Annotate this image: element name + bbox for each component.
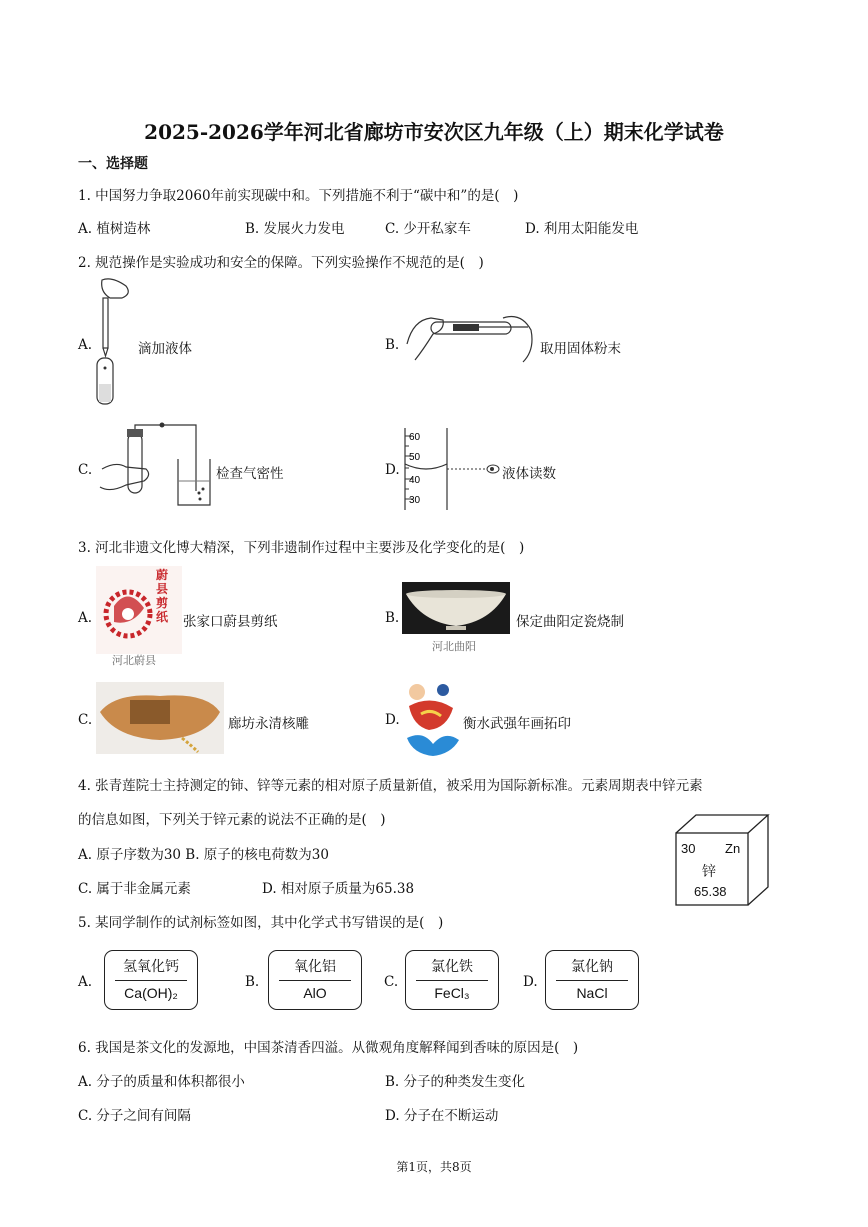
q5-option-b-letter[interactable]: B. [245, 974, 260, 990]
q5-option-d-letter[interactable]: D. [523, 974, 538, 990]
question-4-stem-line1: 4. 张青莲院士主持测定的铈、锌等元素的相对原子质量新值，被采用为国际新标准。元素周期表中锌元素 [78, 778, 703, 794]
walnut-carving-image [96, 682, 224, 754]
test-tube-powder-illustration [403, 300, 538, 370]
question-5-stem: 5. 某同学制作的试剂标签如图，其中化学式书写错误的是( ) [78, 915, 444, 931]
question-2-stem: 2. 规范操作是实验成功和安全的保障。下列实验操作不规范的是( ) [78, 255, 484, 271]
q4-option-c[interactable]: C. 属于非金属元素 [78, 881, 191, 897]
new-year-print-image [403, 678, 461, 758]
page-footer: 第1页，共8页 [396, 1160, 472, 1174]
q3-option-d-text: 衡水武强年画拓印 [463, 716, 571, 732]
graduated-cylinder-illustration [403, 424, 503, 510]
label-a [104, 950, 198, 1010]
question-1-stem: 1. 中国努力争取2060年前实现碳中和。下列措施不利于“碳中和”的是( ) [78, 188, 519, 204]
paper-cut-image [96, 566, 182, 654]
q2-option-b-text: 取用固体粉末 [540, 341, 621, 357]
cylinder-tick-50: 50 [409, 452, 421, 463]
q2-option-a-text: 滴加液体 [138, 341, 192, 357]
label-c-name: 氯化铁 [431, 959, 473, 975]
label-d-formula: NaCl [576, 985, 608, 1001]
label-d [545, 950, 639, 1010]
q2-option-c-text: 检查气密性 [216, 466, 284, 482]
q3-option-a-text: 张家口蔚县剪纸 [183, 614, 278, 630]
airtightness-check-illustration [96, 423, 214, 513]
element-name: 锌 [702, 864, 716, 880]
label-b-name: 氧化铝 [294, 959, 336, 975]
element-symbol: Zn [725, 841, 741, 856]
q4-option-ab[interactable]: A. 原子序数为30 B. 原子的核电荷数为30 [78, 847, 329, 863]
label-b [268, 950, 362, 1010]
q1-option-d[interactable]: D. 利用太阳能发电 [525, 221, 639, 237]
q3-a-caption: 河北蔚县 [112, 654, 156, 667]
q3-option-d-letter[interactable]: D. [385, 712, 400, 728]
q2-option-b-letter[interactable]: B. [385, 337, 400, 353]
cylinder-tick-60: 60 [409, 432, 421, 443]
q3-option-c-letter[interactable]: C. [78, 712, 93, 728]
label-c-formula: FeCl₃ [434, 985, 470, 1001]
paper-cut-signature: 蔚县剪纸 [156, 568, 169, 624]
question-4-stem-line2: 的信息如图，下列关于锌元素的说法不正确的是( ) [78, 812, 386, 828]
q6-option-b[interactable]: B. 分子的种类发生变化 [385, 1074, 526, 1090]
q6-option-d[interactable]: D. 分子在不断运动 [385, 1108, 499, 1124]
cylinder-tick-30: 30 [409, 495, 421, 506]
label-d-name: 氯化钠 [571, 959, 613, 975]
q5-option-a-letter[interactable]: A. [78, 974, 93, 990]
q1-option-b[interactable]: B. 发展火力发电 [245, 221, 345, 237]
q2-option-a-letter[interactable]: A. [78, 337, 93, 353]
q2-option-d-letter[interactable]: D. [385, 462, 400, 478]
label-a-formula: Ca(OH)₂ [124, 985, 178, 1001]
q6-option-a[interactable]: A. 分子的质量和体积都很小 [78, 1074, 245, 1090]
q6-option-c[interactable]: C. 分子之间有间隔 [78, 1108, 191, 1124]
dropper-illustration [92, 276, 136, 408]
q3-option-a-letter[interactable]: A. [78, 610, 93, 626]
q2-option-c-letter[interactable]: C. [78, 462, 93, 478]
element-mass: 65.38 [694, 884, 727, 899]
page-title: 2025-2026学年河北省廊坊市安次区九年级（上）期末化学试卷 [144, 120, 724, 144]
section-heading: 一、选择题 [78, 156, 148, 172]
q3-option-b-text: 保定曲阳定瓷烧制 [516, 614, 624, 630]
q3-option-b-letter[interactable]: B. [385, 610, 400, 626]
element-number: 30 [681, 841, 696, 856]
q5-option-c-letter[interactable]: C. [384, 974, 399, 990]
label-b-formula: AlO [303, 985, 327, 1001]
q2-option-d-text: 液体读数 [502, 466, 556, 482]
q3-option-c-text: 廊坊永清核雕 [228, 716, 309, 732]
question-6-stem: 6. 我国是茶文化的发源地，中国茶清香四溢。从微观角度解释闻到香味的原因是( ) [78, 1040, 579, 1056]
label-c [405, 950, 499, 1010]
label-a-name: 氢氧化钙 [123, 959, 179, 975]
q3-b-caption: 河北曲阳 [432, 640, 476, 653]
question-3-stem: 3. 河北非遗文化博大精深，下列非遗制作过程中主要涉及化学变化的是( ) [78, 540, 525, 556]
cylinder-tick-40: 40 [409, 475, 421, 486]
q1-option-c[interactable]: C. 少开私家车 [385, 221, 471, 237]
ding-porcelain-image [402, 582, 510, 634]
q4-option-d[interactable]: D. 相对原子质量为65.38 [262, 881, 415, 897]
q1-option-a[interactable]: A. 植树造林 [78, 221, 151, 237]
